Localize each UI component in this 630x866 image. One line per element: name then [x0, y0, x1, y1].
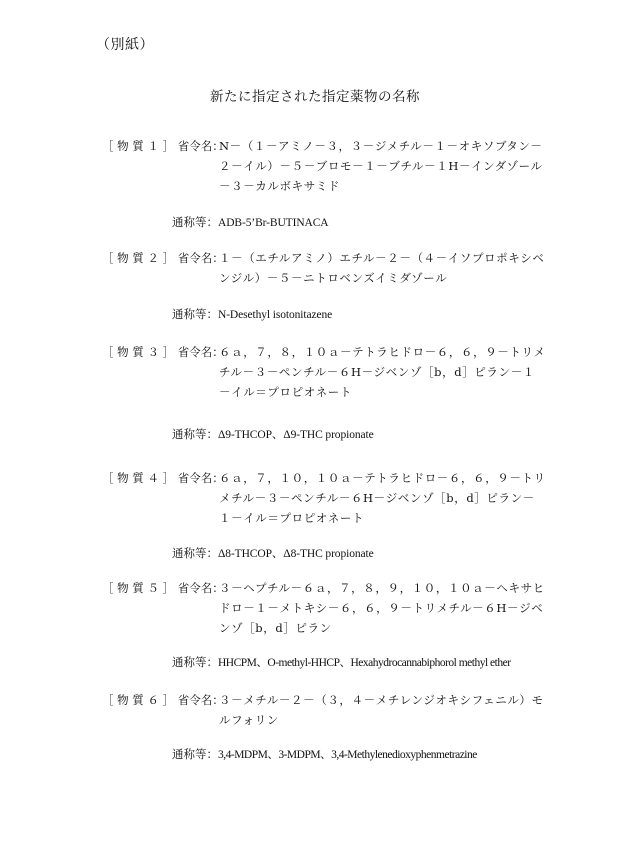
substance-3-name-line-1: ６ａ，７，８，１０ａ－テトラヒドロ－６，６，９－トリメ [219, 345, 546, 359]
substance-1-common-name: 通称等：ADB-5’Br-BUTINACA [172, 215, 329, 229]
substance-2-common-value: N-Desethyl isotonitazene [218, 309, 333, 321]
substance-2-name-line-1: １－（エチルアミノ）エチル－２－（４－イソプロポキシベ [219, 251, 545, 265]
substance-3-label: ［ 物 質 ３ ］ 省令名： [102, 345, 224, 359]
substance-5-common-value: HHCPM、O-methyl-HHCP、Hexahydrocannabiphorol methyl ether [218, 657, 511, 669]
substance-1-name-line-1: N－（１－アミノ－３，３－ジメチル－１－オキソブタン－ [219, 139, 543, 153]
substance-5-common-name: 通称等：HHCPM、O-methyl-HHCP、Hexahydrocannabiphorol methyl ether [172, 655, 511, 669]
substance-6-label: ［ 物 質 ６ ］ 省令名： [102, 693, 224, 707]
substance-3-common-name: 通称等：Δ9-THCOP、Δ9-THC propionate [172, 427, 374, 441]
substance-4-name-line-2: メチル－３－ペンチル－６H－ジベンゾ［b，d］ピラン－ [219, 491, 535, 505]
substance-1-common-value: ADB-5’Br-BUTINACA [218, 217, 329, 229]
substance-6-name-line-2: ルフォリン [219, 713, 279, 727]
substance-2-common-name: 通称等：N-Desethyl isotonitazene [172, 307, 333, 321]
page-label: （別紙） [96, 37, 154, 53]
substance-5-name-line-3: ンゾ［b，d］ピラン [219, 621, 332, 635]
substance-5-name-line-1: ３－ヘプチル－６ａ，７，８，９，１０，１０ａ－ヘキサヒ [219, 581, 545, 595]
substance-1-label: ［ 物 質 １ ］ 省令名： [102, 139, 224, 153]
substance-6-name-line-1: ３－メチル－２－（３，４－メチレンジオキシフェニル）モ [219, 693, 544, 707]
substance-4-name-line-3: １－イル＝プロピオネート [219, 511, 365, 525]
substance-2-name-line-2: ンジル）－５－ニトロベンズイミダゾール [219, 271, 448, 285]
substance-3-name-line-2: チル－３－ペンチル－６H－ジベンゾ［b，d］ピラン－１ [219, 365, 535, 379]
document-title: 新たに指定された指定薬物の名称 [210, 89, 420, 105]
substance-1-name-line-2: ２－イル）－５－ブロモ－１－ブチル－１H－インダゾール [219, 159, 543, 173]
substance-5-name-line-2: ドロ－１－メトキシ－６，６，９－トリメチル－６H－ジベ [219, 601, 544, 615]
substance-3-name-line-3: －イル＝プロピオネート [219, 385, 352, 399]
substance-4-common-value: Δ8-THCOP、Δ8-THC propionate [218, 548, 374, 560]
substance-2-label: ［ 物 質 ２ ］ 省令名： [102, 251, 224, 265]
substance-4-common-name: 通称等：Δ8-THCOP、Δ8-THC propionate [172, 546, 374, 560]
substance-4-label: ［ 物 質 ４ ］ 省令名： [102, 471, 224, 485]
substance-6-common-name: 通称等：3,4-MDPM、3-MDPM、3,4-Methylenedioxyphenmetrazine [172, 747, 477, 761]
substance-1-name-line-3: －３－カルボキサミド [219, 179, 340, 193]
substance-6-common-value: 3,4-MDPM、3-MDPM、3,4-Methylenedioxyphenmetrazine [218, 749, 477, 761]
substance-3-common-value: Δ9-THCOP、Δ9-THC propionate [218, 429, 374, 441]
substance-4-name-line-1: ６ａ，７，１０，１０ａ－テトラヒドロ－６，６，９－トリ [219, 471, 546, 485]
substance-5-label: ［ 物 質 ５ ］ 省令名： [102, 581, 224, 595]
